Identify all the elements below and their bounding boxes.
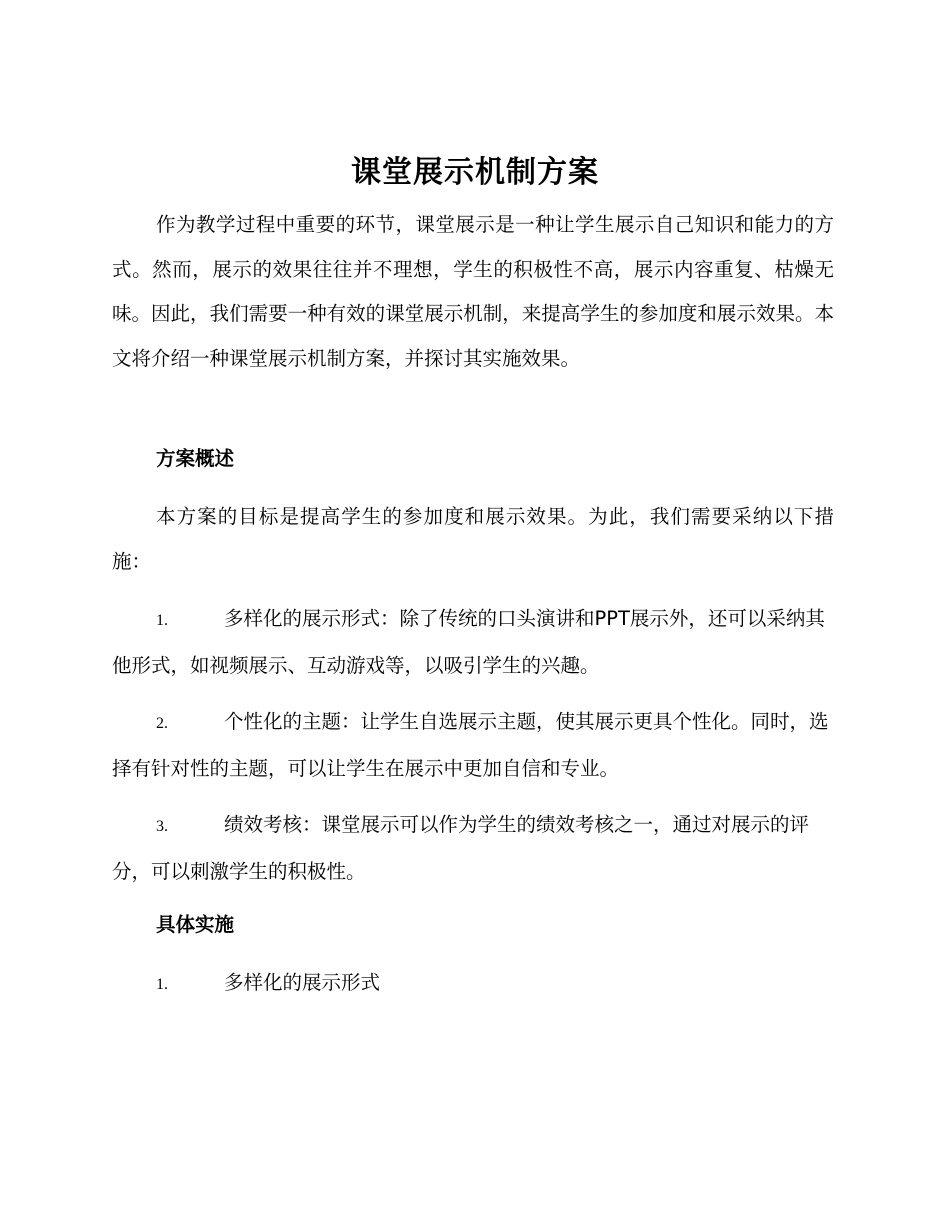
list-item-text: 多样化的展示形式	[224, 971, 381, 994]
list-item-number: 3.	[156, 818, 168, 835]
list-item	[112, 597, 834, 688]
list-item-text: 绩效考核：课堂展示可以作为学生的绩效考核之一，通过对展示的评分，可以刺激学生的积极性。	[112, 813, 810, 883]
list-item-number: 1.	[156, 976, 168, 993]
list-item	[112, 700, 834, 791]
section-heading-overview: 方案概述	[156, 447, 235, 470]
intro-paragraph: 作为教学过程中重要的环节，课堂展示是一种让学生展示自己知识和能力的方式。然而，展示的效果往往并不理想，学生的积极性不高，展示内容重复、枯燥无味。因此，我们需要一种有效的课堂展示机制，来提高学生的参加度和展示效果。本文将介绍一种课堂展示机制方案，并探讨其实施效果。	[112, 213, 834, 370]
list-item	[112, 961, 834, 1008]
list-item-number: 2.	[156, 715, 168, 732]
list-item-text: 多样化的展示形式：除了传统的口头演讲和PPT展示外，还可以采纳其他形式，如视频展示、互动游戏等，以吸引学生的兴趣。	[112, 607, 825, 677]
list-item-number: 1.	[156, 612, 168, 629]
overview-paragraph: 本方案的目标是提高学生的参加度和展示效果。为此，我们需要采纳以下措施：	[112, 505, 834, 573]
list-item-text: 个性化的主题：让学生自选展示主题，使其展示更具个性化。同时，选择有针对性的主题，可以让学生在展示中更加自信和专业。	[112, 710, 829, 780]
list-item	[112, 803, 834, 894]
section-heading-implementation: 具体实施	[156, 913, 235, 936]
document-title: 课堂展示机制方案	[351, 155, 599, 190]
